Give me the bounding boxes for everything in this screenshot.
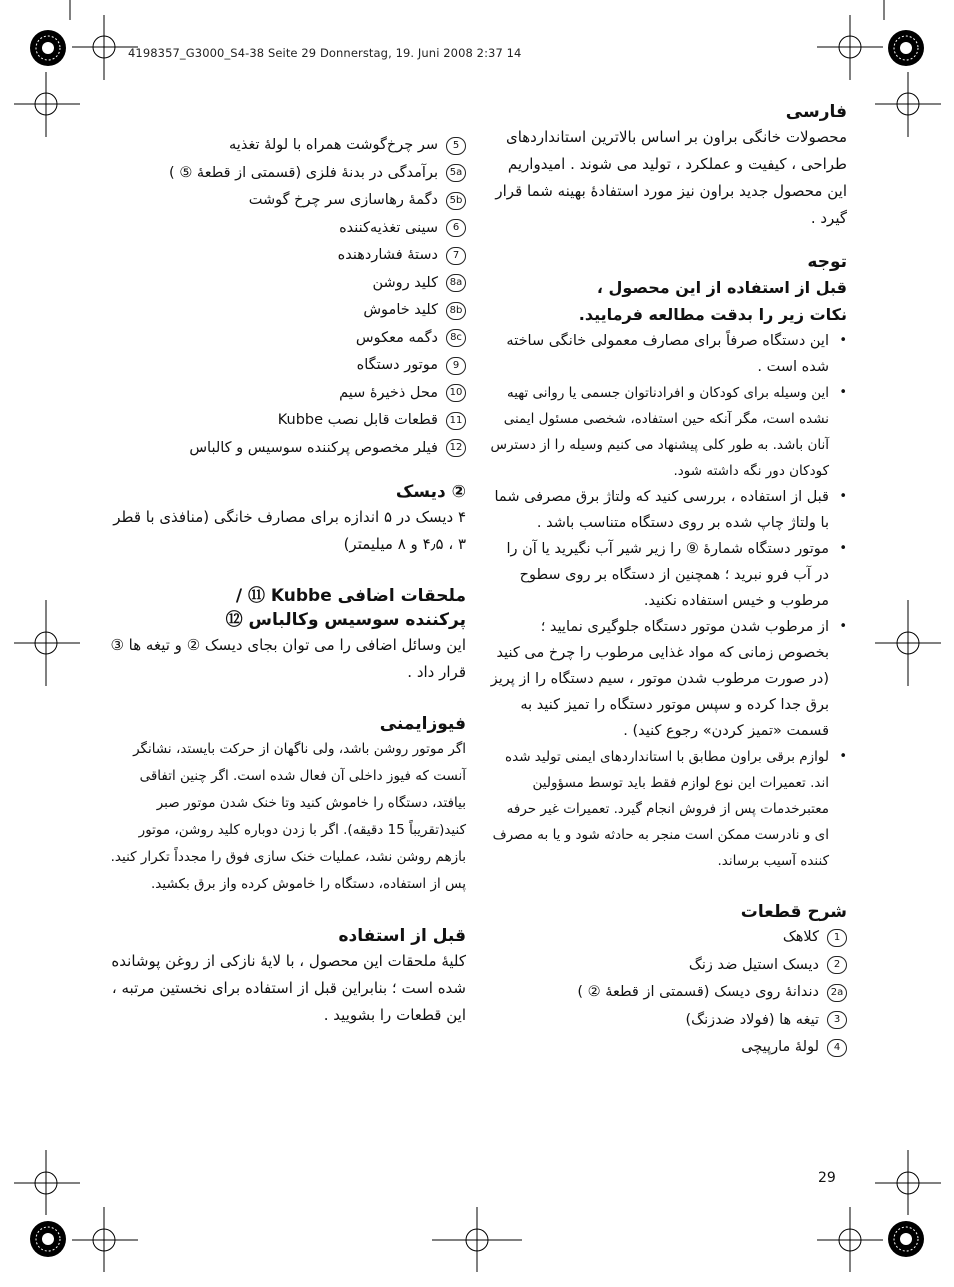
disk-text: ۴ دیسک در ۵ اندازه برای مصارف خانگی (منافذی با قطر ۳ ، ۴٫۵ و ۸ میلیمتر) — [113, 508, 466, 553]
list-item: 5b دگمهٔ رهاسازی سر چرخ گوشت — [108, 187, 466, 215]
language-title: فارسی — [785, 102, 847, 122]
crosshair-icon — [14, 1150, 80, 1215]
list-item: 6 سینی تغذیه‌کننده — [108, 215, 466, 243]
left-column — [108, 132, 466, 1047]
disk-section — [108, 480, 466, 558]
crosshair-icon — [817, 15, 883, 80]
crosshair-icon — [432, 1207, 522, 1272]
print-header: 4198357_G3000_S4-38 Seite 29 Donnerstag, 19. Juni 2008 2:37 14 — [128, 46, 522, 60]
accessories-title-2: پرکننده سوسیس وکالباس ⑫ — [225, 610, 466, 630]
attention-section — [490, 250, 847, 874]
accessories-text: این وسائل اضافی را می توان بجای دیسک ② و تیغه ها ③ قرار داد . — [110, 636, 466, 681]
list-item: 8c دگمه معکوس — [108, 325, 466, 353]
list-item: • موتور دستگاه شمارهٔ ⑨ را زیر شیر آب نگیرید یا آن را در آب فرو نبرید ؛ همچنین از دستگاه بر روی سطوح مرطوب و خیس استفاده نکنید. — [490, 536, 829, 614]
crosshair-icon — [875, 1150, 941, 1215]
list-item: • لوازم برقی براون مطابق با استانداردهای ایمنی تولید شده اند. تعمیرات این نوع لوازم فقط باید توسط مسؤولین معتبرخدمات پس از فروش انجام گیرد. تعمیرات غیر حرفه ای و نادرست ممکن است منجر به حادثه شود و یا به مصرف کننده آسیب برساند. — [490, 744, 829, 874]
list-item: 5a برآمدگی در بدنهٔ فلزی (قسمتی از قطعهٔ ⑤ ) — [108, 160, 466, 188]
list-item: 8a کلید روشن — [108, 270, 466, 298]
starburst-icon — [888, 30, 924, 66]
intro-section — [490, 100, 847, 232]
parts-title: شرح قطعات — [740, 902, 847, 922]
starburst-icon — [888, 1221, 924, 1257]
list-item: 10 محل ذخیرهٔ سیم — [108, 380, 466, 408]
list-item: 12 فیلر مخصوص پرکننده سوسیس و کالباس — [108, 435, 466, 463]
intro-text: محصولات خانگی براون بر اساس بالاترین استانداردهای طراحی ، کیفیت و عملکرد ، تولید می شوند . امیدواریم این محصول جدید براون نیز مورد استفادهٔ بهینه شما قرار گیرد . — [495, 128, 847, 227]
list-item: 3 تیغه ها (فولاد ضدزنگ) — [490, 1007, 847, 1035]
crosshair-icon — [72, 1207, 138, 1272]
list-item: 5 سر چرخ‌گوشت همراه با لولهٔ تغذیه — [108, 132, 466, 160]
list-item: 1 کلاهک — [490, 924, 847, 952]
list-item: 7 دستهٔ فشاردهنده — [108, 242, 466, 270]
attention-title: توجه — [807, 252, 847, 272]
before-use-section — [108, 924, 466, 1029]
list-item: 11 قطعات قابل نصب Kubbe — [108, 407, 466, 435]
list-item: 4 لولهٔ مارپیچی — [490, 1034, 847, 1062]
crosshair-icon — [875, 600, 941, 686]
list-item: 8b کلید خاموش — [108, 297, 466, 325]
page-number: 29 — [818, 1170, 836, 1186]
crosshair-icon — [14, 600, 80, 686]
safety-list — [490, 328, 847, 874]
list-item: • از مرطوب شدن موتور دستگاه جلوگیری نمایید ؛ بخصوص زمانی که مواد غذایی مرطوب را چرخ می کنید (در صورت مرطوب شدن موتور ، سیم دستگاه را از پریز برق جدا کرده و سپس موتور دستگاه را تمیز کنید به قسمت «تمیز کردن» رجوع کنید) . — [490, 614, 829, 744]
fuse-text: اگر موتور روشن باشد، ولی ناگهان از حرکت بایستد، نشانگر آنست که فیوز داخلی آن فعال شده است. اگر چنین اتفاقی بیافتد، دستگاه را خاموش کنید وتا خنک شدن موتور صبر کنید(تقریباً 15 دقیقه). اگر با زدن دوباره کلید روشن، موتور بازهم روشن نشد، عملیات خنک سازی فوق را مجدداً تکرار کنید. پس از استفاده، دستگاه را خاموش کرده واز برق بکشید. — [110, 741, 466, 892]
before-use-title: قبل از استفاده — [338, 926, 466, 946]
list-item: • این وسیله برای کودکان و افرادناتوان جسمی یا روانی تهیه نشده است، مگر آنکه حین استفاده، شخصی مسئول ایمنی آنان باشد. به طور کلی پیشنهاد می کنیم وسیله را از دسترس کودکان دور نگه داشته شود. — [490, 380, 829, 484]
crosshair-icon — [875, 72, 941, 137]
list-item: 2 دیسک استیل ضد زنگ — [490, 952, 847, 980]
list-item: • این دستگاه صرفاً برای مصارف معمولی خانگی ساخته شده است . — [490, 328, 829, 380]
fuse-title: فیوزایمنی — [379, 714, 466, 734]
right-column — [490, 100, 847, 1062]
before-use-text: کلیهٔ ملحقات این محصول ، با لایهٔ نازکی از روغن پوشانده شده است ؛ بنابراین قبل از استفاده برای نخستین مرتبه ، این قطعات را بشویید . — [111, 952, 466, 1024]
starburst-icon — [30, 1221, 66, 1257]
parts-section — [490, 900, 847, 1062]
fuse-section — [108, 712, 466, 898]
starburst-icon — [30, 30, 66, 66]
before-use-line-1: قبل از استفاده از این محصول ، — [596, 278, 847, 297]
before-use-line-2: نکات زیر را بدقت مطالعه فرمایید. — [578, 305, 847, 324]
accessories-section — [108, 584, 466, 686]
crosshair-icon — [817, 1207, 883, 1272]
crosshair-icon — [14, 72, 80, 137]
list-item: • قبل از استفاده ، بررسی کنید که ولتاژ برق مصرفی شما با ولتاژ چاپ شده بر روی دستگاه متناسب باشد . — [490, 484, 829, 536]
list-item: 9 موتور دستگاه — [108, 352, 466, 380]
accessories-title-1: ملحقات اضافی Kubbe ⑪ / — [235, 586, 466, 606]
disk-title: ② دیسک — [395, 482, 466, 502]
list-item: 2a دندانهٔ روی دیسک (قسمتی از قطعهٔ ② ) — [490, 979, 847, 1007]
parts-list-continued — [108, 132, 466, 462]
